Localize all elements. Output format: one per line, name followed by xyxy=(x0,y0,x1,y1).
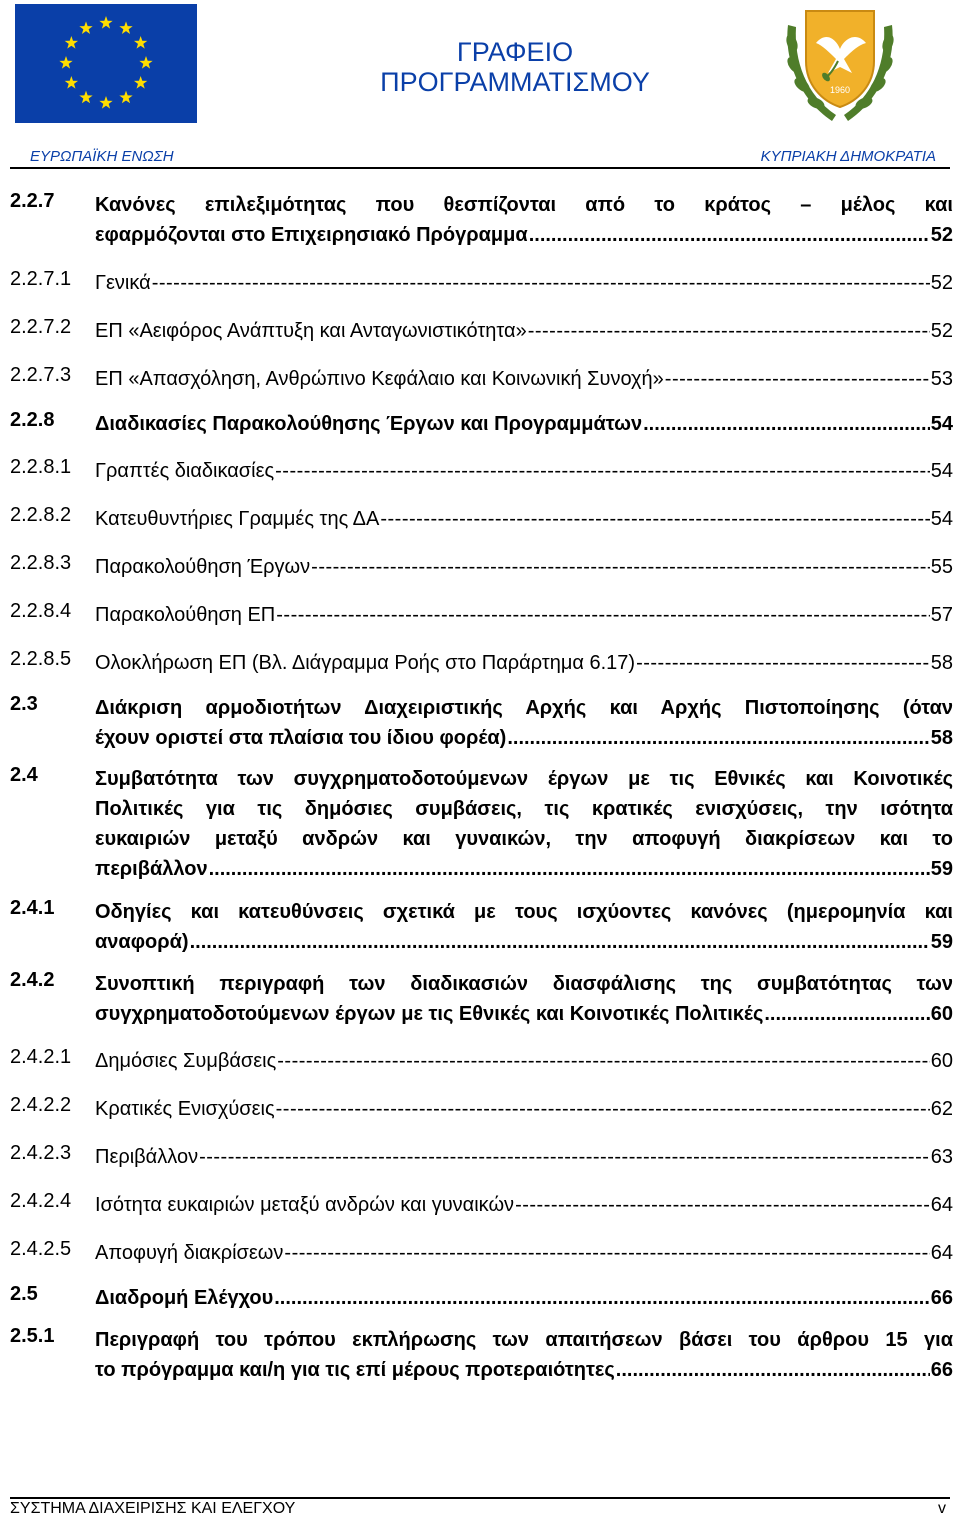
eu-flag-star xyxy=(65,36,78,49)
toc-leader xyxy=(311,552,930,582)
toc-leader xyxy=(636,648,930,678)
emblem-year: 1960 xyxy=(829,85,851,95)
toc-leader xyxy=(274,1283,930,1313)
toc-entry-title-line: Οδηγίες και κατευθύνσεις σχετικά με τους ισχύοντες κανόνες (ημερομηνία και xyxy=(95,901,953,923)
toc-entry-number: 2.2.8.3 xyxy=(10,552,72,574)
eu-flag-star xyxy=(79,21,92,34)
toc-entry-title-line: Περιγραφή του τρόπου εκπλήρωσης των απαιτήσεων βάσει του άρθρου 15 για xyxy=(95,1329,953,1351)
toc-page-number: 55 xyxy=(930,556,953,578)
toc-leader xyxy=(616,1355,930,1385)
footer-title: ΣΥΣΤΗΜΑ ΔΙΑΧΕΙΡΙΣΗΣ ΚΑΙ ΕΛΕΓΧΟΥ xyxy=(10,1500,296,1517)
toc-entry-number: 2.4.2.3 xyxy=(10,1142,72,1164)
toc-entry-number: 2.2.7.2 xyxy=(10,316,72,338)
toc-entry-number: 2.4.2.5 xyxy=(10,1238,72,1260)
toc-entry-title-line: Γενικά xyxy=(95,272,151,294)
toc-page-number: 53 xyxy=(930,368,953,390)
toc-entry-number: 2.4.2.4 xyxy=(10,1190,72,1212)
toc-entry-title-line: Ισότητα ευκαιριών μεταξύ ανδρών και γυναικών xyxy=(95,1194,515,1216)
toc-entry[interactable] xyxy=(10,897,953,957)
toc-leader xyxy=(380,504,929,534)
toc-entry-number: 2.2.8.4 xyxy=(10,600,72,622)
toc-entry[interactable] xyxy=(10,1283,953,1313)
toc-entry-title-line: Κανόνες επιλεξιμότητας που θεσπίζονται από το κράτος – μέλος και xyxy=(95,194,953,216)
toc-entry-number: 2.2.8.2 xyxy=(10,504,72,526)
toc-entry-title-line: Συνοπτική περιγραφή των διαδικασιών διασφάλισης της συμβατότητας των xyxy=(95,973,953,995)
toc-entry-number: 2.2.8.5 xyxy=(10,648,72,670)
toc-page-number: 64 xyxy=(930,1242,953,1264)
eu-flag-star xyxy=(65,76,78,89)
toc-entry[interactable] xyxy=(10,1238,953,1268)
toc-entry[interactable] xyxy=(10,969,953,1029)
toc-leader xyxy=(507,723,929,753)
toc-entry-number: 2.4.2.2 xyxy=(10,1094,72,1116)
toc-entry-number: 2.4 xyxy=(10,764,38,786)
toc-entry[interactable] xyxy=(10,648,953,678)
toc-entry-title-line: Διαδρομή Ελέγχου xyxy=(95,1287,274,1309)
toc-entry-number: 2.2.7 xyxy=(10,190,55,212)
toc-entry[interactable] xyxy=(10,764,953,884)
toc-entry[interactable] xyxy=(10,456,953,486)
toc-entry[interactable] xyxy=(10,552,953,582)
toc-entry[interactable] xyxy=(10,1094,953,1124)
toc-entry-title-line: Διαδικασίες Παρακολούθησης Έργων και Προγραμμάτων xyxy=(95,413,643,435)
header-left-caption: ΕΥΡΩΠΑΪΚΗ ΕΝΩΣΗ xyxy=(30,148,174,165)
toc-entry-number: 2.2.7.1 xyxy=(10,268,72,290)
toc-leader xyxy=(665,364,930,394)
toc-entry[interactable] xyxy=(10,268,953,298)
toc-page-number: 64 xyxy=(930,1194,953,1216)
header-divider xyxy=(10,167,950,169)
toc-leader xyxy=(152,268,930,298)
toc-entry-title-line: Διάκριση αρμοδιοτήτων Διαχειριστικής Αρχής και Αρχής Πιστοποίησης (όταν xyxy=(95,697,953,719)
toc-page-number: 54 xyxy=(930,508,953,530)
toc-leader xyxy=(284,1238,929,1268)
toc-entry-title-line: το πρόγραμμα και/η για τις επί μέρους προτεραιότητες xyxy=(95,1359,615,1381)
toc-entry-title-line: εφαρμόζονται στο Επιχειρησιακό Πρόγραμμα xyxy=(95,224,528,246)
toc-entry-title-line: συγχρηματοδοτούμενων έργων με τις Εθνικές και Κοινοτικές Πολιτικές xyxy=(95,1003,764,1025)
header-right-caption: ΚΥΠΡΙΑΚΗ ΔΗΜΟΚΡΑΤΙΑ xyxy=(760,148,936,165)
toc-page-number: 63 xyxy=(930,1146,953,1168)
toc-entry[interactable] xyxy=(10,364,953,394)
toc-entry[interactable] xyxy=(10,1046,953,1076)
toc-entry-title-line: έχουν οριστεί στα πλαίσια του ίδιου φορέα) xyxy=(95,727,507,749)
eu-flag-star xyxy=(99,96,112,109)
toc-page-number: 58 xyxy=(930,727,953,749)
toc-page-number: 54 xyxy=(930,413,953,435)
toc-entry[interactable] xyxy=(10,409,953,439)
toc-entry-title-line: Δημόσιες Συμβάσεις xyxy=(95,1050,277,1072)
toc-page-number: 52 xyxy=(930,224,953,246)
toc-page-number: 59 xyxy=(930,858,953,880)
toc-page-number: 52 xyxy=(930,320,953,342)
organization-title-line1: ΓΡΑΦΕΙΟ xyxy=(456,37,574,67)
toc-page-number: 54 xyxy=(930,460,953,482)
eu-flag-star xyxy=(139,56,152,69)
toc-entry-title-line: Αποφυγή διακρίσεων xyxy=(95,1242,284,1264)
toc-leader xyxy=(276,1094,930,1124)
toc-leader xyxy=(190,927,930,957)
eu-flag-star xyxy=(79,91,92,104)
toc-entry-number: 2.2.8 xyxy=(10,409,55,431)
toc-leader xyxy=(515,1190,930,1220)
toc-entry-title-line: ευκαιριών μεταξύ ανδρών και γυναικών, την αποφυγή διακρίσεων και το xyxy=(95,828,953,850)
eu-flag-star xyxy=(134,36,147,49)
toc-page-number: 60 xyxy=(930,1003,953,1025)
toc-entry-title-line: Ολοκλήρωση ΕΠ (Βλ. Διάγραμμα Ροής στο Παράρτημα 6.17) xyxy=(95,652,636,674)
toc-leader xyxy=(199,1142,930,1172)
eu-flag-star xyxy=(119,91,132,104)
toc-entry[interactable] xyxy=(10,693,953,753)
toc-entry-number: 2.2.7.3 xyxy=(10,364,72,386)
toc-page-number: 66 xyxy=(930,1359,953,1381)
eu-flag-star xyxy=(119,21,132,34)
toc-leader xyxy=(764,999,929,1029)
toc-leader xyxy=(275,456,930,486)
toc-entry-title-line: περιβάλλον xyxy=(95,858,208,880)
toc-entry[interactable] xyxy=(10,600,953,630)
toc-entry-number: 2.4.2.1 xyxy=(10,1046,72,1068)
cyprus-coat-of-arms-icon xyxy=(780,3,900,127)
eu-flag-icon xyxy=(15,4,197,123)
toc-entry[interactable] xyxy=(10,1325,953,1385)
toc-entry-title-line: αναφορά) xyxy=(95,931,189,953)
toc-entry-number: 2.5 xyxy=(10,1283,38,1305)
organization-title-line2: ΠΡΟΓΡΑΜΜΑΤΙΣΜΟΥ xyxy=(380,67,650,97)
toc-entry-title-line: Κατευθυντήριες Γραμμές της ΔΑ xyxy=(95,508,380,530)
toc-page-number: 52 xyxy=(930,272,953,294)
toc-leader xyxy=(276,600,929,630)
toc-entry-title-line: ΕΠ «Αειφόρος Ανάπτυξη και Ανταγωνιστικότητα» xyxy=(95,320,527,342)
toc-leader xyxy=(643,409,930,439)
footer-page-number: v xyxy=(938,1500,946,1517)
toc-entry-title-line: Γραπτές διαδικασίες xyxy=(95,460,275,482)
eu-flag-star xyxy=(134,76,147,89)
toc-entry-title-line: Πολιτικές για τις δημόσιες συμβάσεις, τις κρατικές ενισχύσεις, την ισότητα xyxy=(95,798,953,820)
toc-page-number: 57 xyxy=(930,604,953,626)
toc-leader xyxy=(277,1046,929,1076)
eu-flag-star xyxy=(59,56,72,69)
toc-page-number: 58 xyxy=(930,652,953,674)
toc-entry-number: 2.5.1 xyxy=(10,1325,55,1347)
toc-entry-title-line: Παρακολούθηση Έργων xyxy=(95,556,311,578)
toc-entry-title-line: Κρατικές Ενισχύσεις xyxy=(95,1098,275,1120)
toc-page-number: 62 xyxy=(930,1098,953,1120)
toc-entry-title-line: Παρακολούθηση ΕΠ xyxy=(95,604,276,626)
toc-entry-title-line: Συμβατότητα των συγχρηματοδοτούμενων έργων με τις Εθνικές και Κοινοτικές xyxy=(95,768,953,790)
toc-page-number: 60 xyxy=(930,1050,953,1072)
toc-entry[interactable] xyxy=(10,1190,953,1220)
toc-entry-title-line: Περιβάλλον xyxy=(95,1146,199,1168)
toc-entry[interactable] xyxy=(10,1142,953,1172)
toc-page-number: 66 xyxy=(930,1287,953,1309)
toc-entry-title-line: ΕΠ «Απασχόληση, Ανθρώπινο Κεφάλαιο και Κοινωνική Συνοχή» xyxy=(95,368,664,390)
toc-entry[interactable] xyxy=(10,190,953,250)
toc-leader xyxy=(528,316,930,346)
toc-entry[interactable] xyxy=(10,504,953,534)
toc-leader xyxy=(209,854,930,884)
toc-leader xyxy=(529,220,930,250)
footer-divider xyxy=(10,1497,950,1499)
toc-entry-number: 2.3 xyxy=(10,693,38,715)
toc-entry-number: 2.4.2 xyxy=(10,969,55,991)
toc-entry-number: 2.4.1 xyxy=(10,897,55,919)
toc-page-number: 59 xyxy=(930,931,953,953)
organization-title xyxy=(330,37,700,97)
toc-entry[interactable] xyxy=(10,316,953,346)
eu-flag-star xyxy=(99,16,112,29)
toc-entry-number: 2.2.8.1 xyxy=(10,456,72,478)
